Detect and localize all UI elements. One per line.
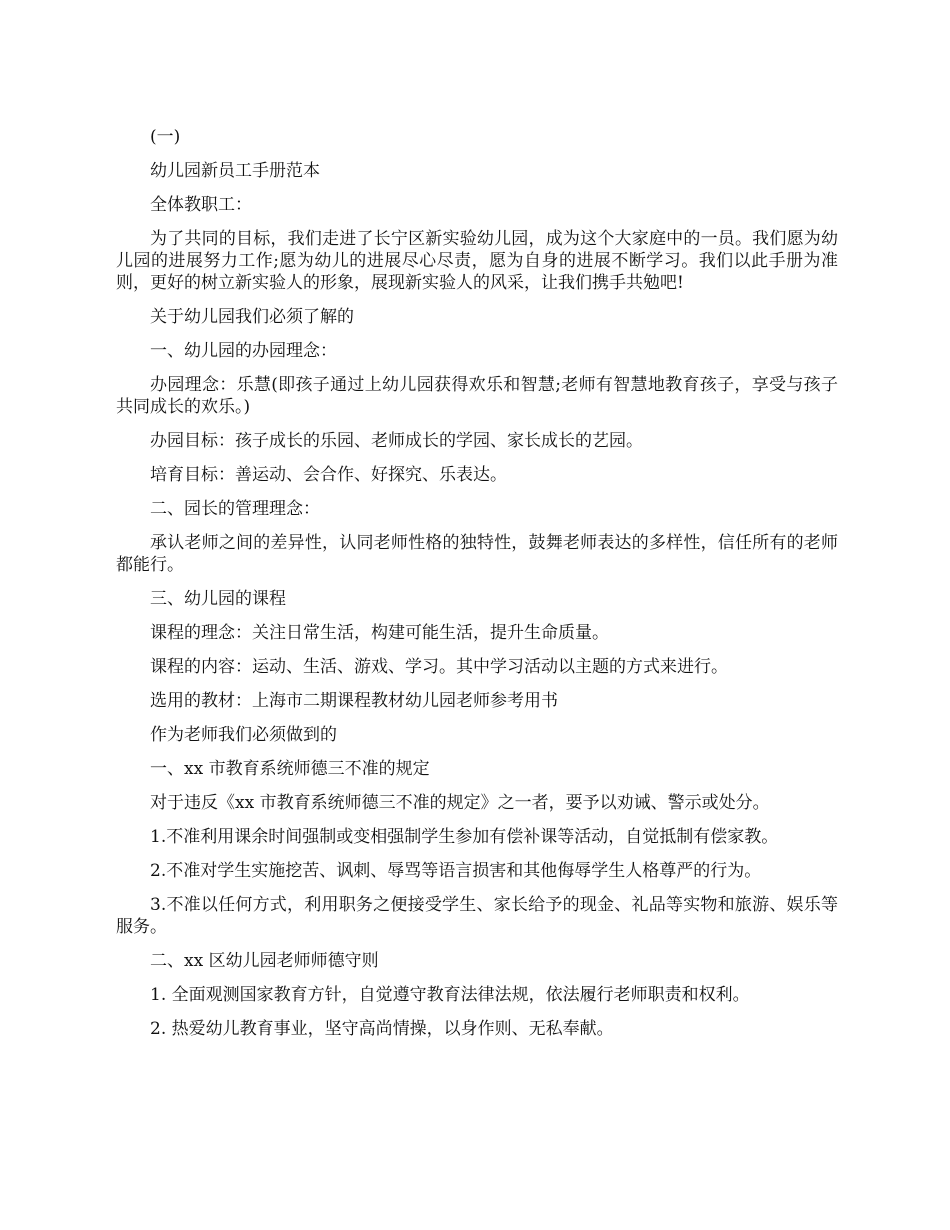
rule-item-2: 2.不准对学生实施挖苦、讽刺、辱骂等语言损害和其他侮辱学生人格尊严的行为。	[150, 861, 762, 881]
heading-philosophy: 一、幼儿园的办园理念：	[150, 341, 337, 361]
heading-ethics-code: 二、xx 区幼儿园老师师德守则	[150, 951, 379, 971]
code-item-2: 2. 热爱幼儿教育事业，坚守高尚情操，以身作则、无私奉献。	[150, 1019, 614, 1039]
goal-paragraph: 办园目标：孩子成长的乐园、老师成长的学园、家长成长的艺园。	[150, 431, 643, 451]
section-heading-teachers: 作为老师我们必须做到的	[150, 725, 337, 745]
rule-item-3: 3.不准以任何方式，利用职务之便接受学生、家长给予的现金、礼品等实物和旅游、娱乐等服务。	[116, 895, 838, 937]
heading-curriculum: 三、幼儿园的课程	[150, 589, 286, 609]
curriculum-content: 课程的内容：运动、生活、游戏、学习。其中学习活动以主题的方式来进行。	[150, 657, 728, 677]
rule-item-1: 1.不准利用课余时间强制或变相强制学生参加有偿补课等活动，自觉抵制有偿家教。	[150, 827, 779, 847]
document-title: 幼儿园新员工手册范本	[150, 161, 320, 181]
curriculum-concept: 课程的理念：关注日常生活，构建可能生活，提升生命质量。	[150, 623, 609, 643]
ethics-rules-intro: 对于违反《xx 市教育系统师德三不准的规定》之一者，要予以劝诫、警示或处分。	[150, 793, 770, 813]
code-item-1: 1. 全面观测国家教育方针，自觉遵守教育法律法规，依法履行老师职责和权利。	[150, 985, 750, 1005]
intro-paragraph: 为了共同的目标，我们走进了长宁区新实验幼儿园，成为这个大家庭中的一员。我们愿为幼儿园的进展努力工作;愿为幼儿的进展尽心尽责，愿为自身的进展不断学习。我们以此手册为准则，更好的树立新实验人的形象，展现新实验人的风采，让我们携手共勉吧!	[116, 229, 838, 293]
section-number: (一)	[150, 127, 181, 147]
management-paragraph: 承认老师之间的差异性，认同老师性格的独特性，鼓舞老师表达的多样性，信任所有的老师都能行。	[116, 533, 838, 575]
document-page	[116, 126, 838, 1052]
heading-management: 二、园长的管理理念：	[150, 499, 320, 519]
training-goal-paragraph: 培育目标：善运动、会合作、好探究、乐表达。	[150, 465, 507, 485]
salutation: 全体教职工：	[150, 195, 252, 215]
heading-ethics-rules: 一、xx 市教育系统师德三不准的规定	[150, 759, 430, 779]
philosophy-paragraph: 办园理念：乐慧(即孩子通过上幼儿园获得欢乐和智慧;老师有智慧地教育孩子，享受与孩子共同成长的欢乐。)	[116, 375, 838, 417]
section-heading-kindergarten: 关于幼儿园我们必须了解的	[150, 307, 354, 327]
curriculum-materials: 选用的教材：上海市二期课程教材幼儿园老师参考用书	[150, 691, 558, 711]
